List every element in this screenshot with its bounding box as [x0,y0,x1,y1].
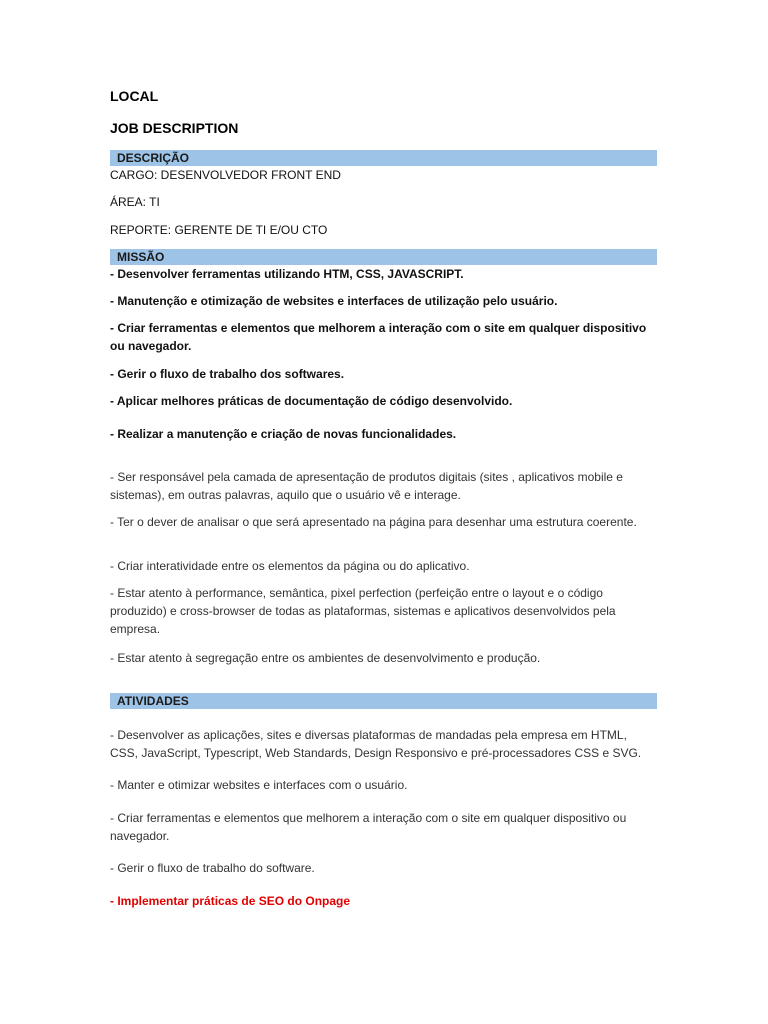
descricao-section-bar: DESCRIÇÃO [110,150,657,166]
atividades-item: - Desenvolver as aplicações, sites e diversas plataformas de mandadas pela empresa em HTML, CSS, JavaScript, Typescript, Web Standards, Design Responsivo e pré-processadores CSS e SVG. [110,728,642,760]
missao-section-bar: MISSÃO [110,249,657,265]
missao-extra-item: - Criar interatividade entre os elementos da página ou do aplicativo. [110,559,470,573]
missao-item: - Criar ferramentas e elementos que melhorem a interação com o site em qualquer dispositivo ou navegador. [110,321,647,353]
cargo-line: CARGO: DESENVOLVEDOR FRONT END [110,168,341,182]
atividades-item: - Manter e otimizar websites e interfaces com o usuário. [110,778,408,792]
missao-item: - Manutenção e otimização de websites e interfaces de utilização pelo usuário. [110,294,558,308]
missao-extra-item: - Ter o dever de analisar o que será apresentado na página para desenhar uma estrutura coerente. [110,515,637,529]
atividades-highlight: - Implementar práticas de SEO do Onpage [110,894,351,908]
job-description-heading: JOB DESCRIPTION [110,120,239,136]
atividades-item: - Gerir o fluxo de trabalho do software. [110,861,315,875]
area-line: ÁREA: TI [110,195,160,209]
missao-extra-item: - Estar atento à segregação entre os ambientes de desenvolvimento e produção. [110,651,541,665]
local-heading: LOCAL [110,88,159,104]
missao-extra-item: - Estar atento à performance, semântica, pixel perfection (perfeição entre o layout e o código produzido) e cross-browser de todas as plataformas, sistemas e aplicativos desenvolvidos pela empresa. [110,586,616,636]
missao-item: - Gerir o fluxo de trabalho dos softwares. [110,367,345,381]
missao-item: - Realizar a manutenção e criação de novas funcionalidades. [110,427,457,441]
reporte-line: REPORTE: GERENTE DE TI E/OU CTO [110,223,328,237]
atividades-section-bar: ATIVIDADES [110,693,657,709]
missao-item: - Desenvolver ferramentas utilizando HTM, CSS, JAVASCRIPT. [110,267,464,281]
missao-item: - Aplicar melhores práticas de documentação de código desenvolvido. [110,394,513,408]
atividades-item: - Criar ferramentas e elementos que melhorem a interação com o site em qualquer dispositivo ou navegador. [110,811,627,843]
missao-extra-item: - Ser responsável pela camada de apresentação de produtos digitais (sites , aplicativos mobile e sistemas), em outras palavras, aquilo que o usuário vê e interage. [110,470,623,502]
